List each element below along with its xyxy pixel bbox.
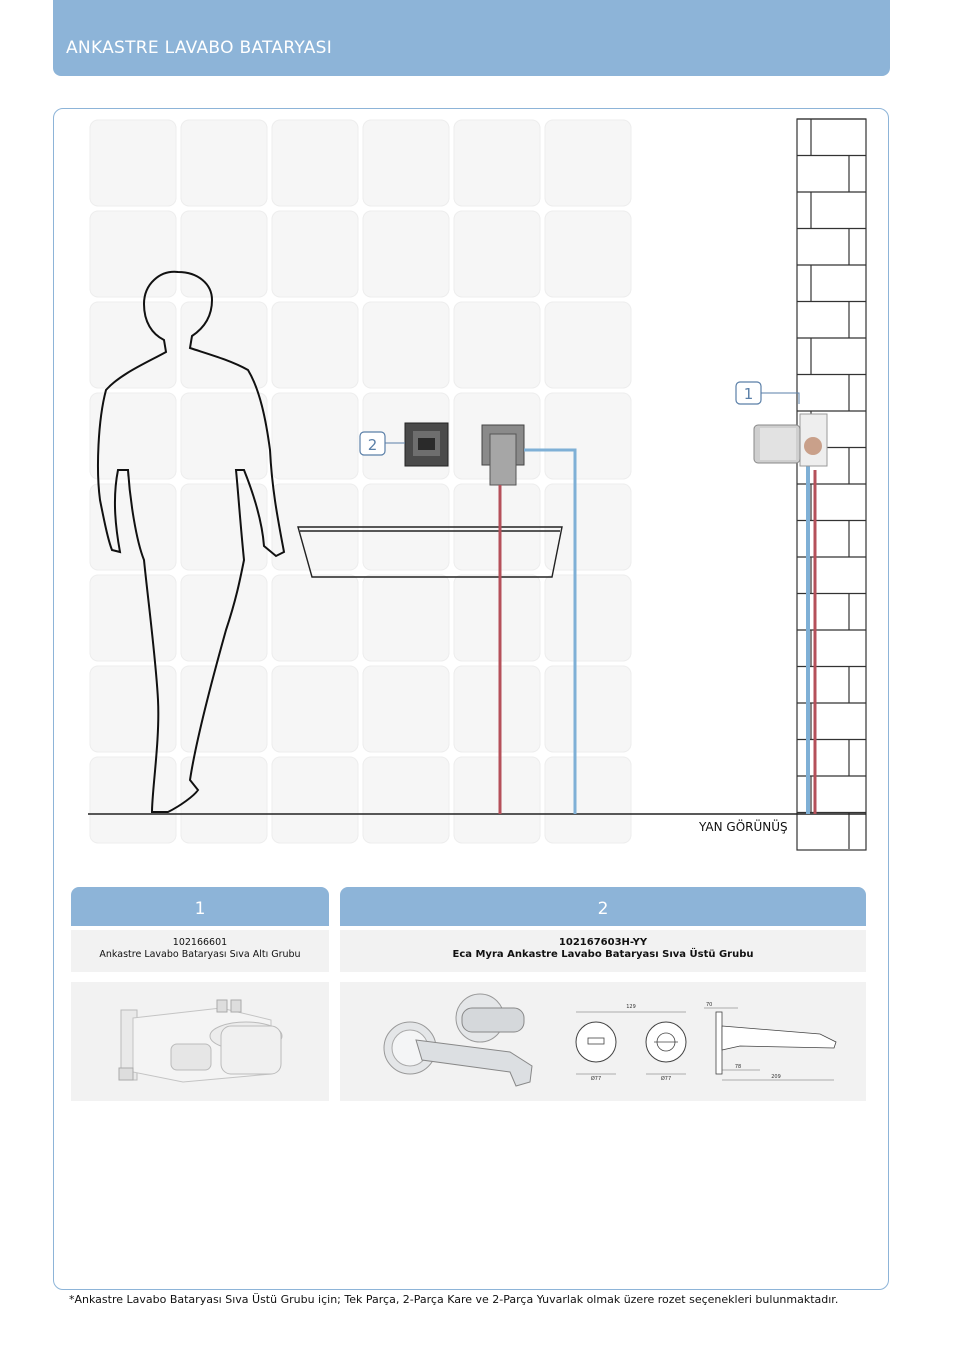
wall-tile	[363, 120, 449, 206]
wall-tile	[545, 393, 631, 479]
wall-tile	[90, 757, 176, 843]
product-2-code: 102167603H-YY	[558, 937, 648, 948]
callout-1-label: 1	[743, 385, 754, 403]
wall-tile	[90, 211, 176, 297]
wall-tile	[545, 211, 631, 297]
wall-tile	[181, 575, 267, 661]
wall-tile	[363, 666, 449, 752]
mixer-illustration	[340, 982, 866, 1101]
wall-tile	[454, 120, 540, 206]
callout-1	[736, 382, 799, 404]
wall-tile	[545, 575, 631, 661]
product-1-code: 102166601	[172, 937, 228, 948]
dim-right-diameter: Ø77	[660, 1076, 672, 1082]
wall-tile	[545, 120, 631, 206]
product-2-image	[340, 982, 866, 1101]
product-1-name: Ankastre Lavabo Bataryası Sıva Altı Grubu	[99, 949, 301, 960]
wall-tile	[272, 211, 358, 297]
wall-tile	[363, 211, 449, 297]
product-1-image	[71, 982, 329, 1101]
wall-tile	[181, 120, 267, 206]
wall-tile	[90, 484, 176, 570]
product-2-header: 2	[340, 887, 866, 926]
wall-tile	[545, 302, 631, 388]
wall-tile	[90, 666, 176, 752]
concealed-body-side-view	[754, 414, 827, 466]
wall-tiles	[90, 120, 631, 843]
wall-tile	[454, 302, 540, 388]
wall-tile	[454, 211, 540, 297]
wall-tile	[454, 666, 540, 752]
wall-tile	[272, 302, 358, 388]
callout-2-label: 2	[367, 436, 378, 454]
wall-tile	[272, 666, 358, 752]
wall-tile	[363, 302, 449, 388]
product-2-name: Eca Myra Ankastre Lavabo Bataryası Sıva Üstü Grubu	[452, 949, 754, 960]
side-view-label: YAN GÖRÜNÜŞ	[699, 820, 788, 834]
mixer-front-view	[405, 423, 448, 466]
wall-tile	[181, 302, 267, 388]
footnote: *Ankastre Lavabo Bataryası Sıva Üstü Grubu için; Tek Parça, 2-Parça Kare ve 2-Parça Yuvarlak olmak üzere rozet seçenekleri bulunmaktadır.	[69, 1293, 839, 1306]
wall-tile	[90, 575, 176, 661]
wall-tile	[272, 757, 358, 843]
wall-tile	[181, 757, 267, 843]
wall-tile	[272, 393, 358, 479]
wall-tile	[90, 302, 176, 388]
wall-tile	[545, 757, 631, 843]
dim-side-top: 70	[706, 1002, 713, 1008]
product-2-description	[340, 930, 866, 972]
wall-tile	[272, 120, 358, 206]
wall-tile	[454, 575, 540, 661]
wall-tile	[181, 393, 267, 479]
concealed-body-illustration	[71, 982, 329, 1101]
wall-tile	[272, 575, 358, 661]
wall-tile	[454, 757, 540, 843]
wall-tile	[90, 120, 176, 206]
page-title: ANKASTRE LAVABO BATARYASI	[66, 38, 333, 58]
product-1-header: 1	[71, 887, 329, 926]
wall-tile	[363, 757, 449, 843]
dim-side-mid: 78	[734, 1064, 742, 1070]
wall-tile	[181, 211, 267, 297]
dim-left-diameter: Ø77	[590, 1076, 602, 1082]
dim-side-bottom: 209	[771, 1074, 781, 1080]
dim-top: 129	[626, 1004, 636, 1010]
product-1-description	[71, 930, 329, 972]
wall-tile	[545, 666, 631, 752]
wall-tile	[363, 575, 449, 661]
wall-tile	[181, 666, 267, 752]
